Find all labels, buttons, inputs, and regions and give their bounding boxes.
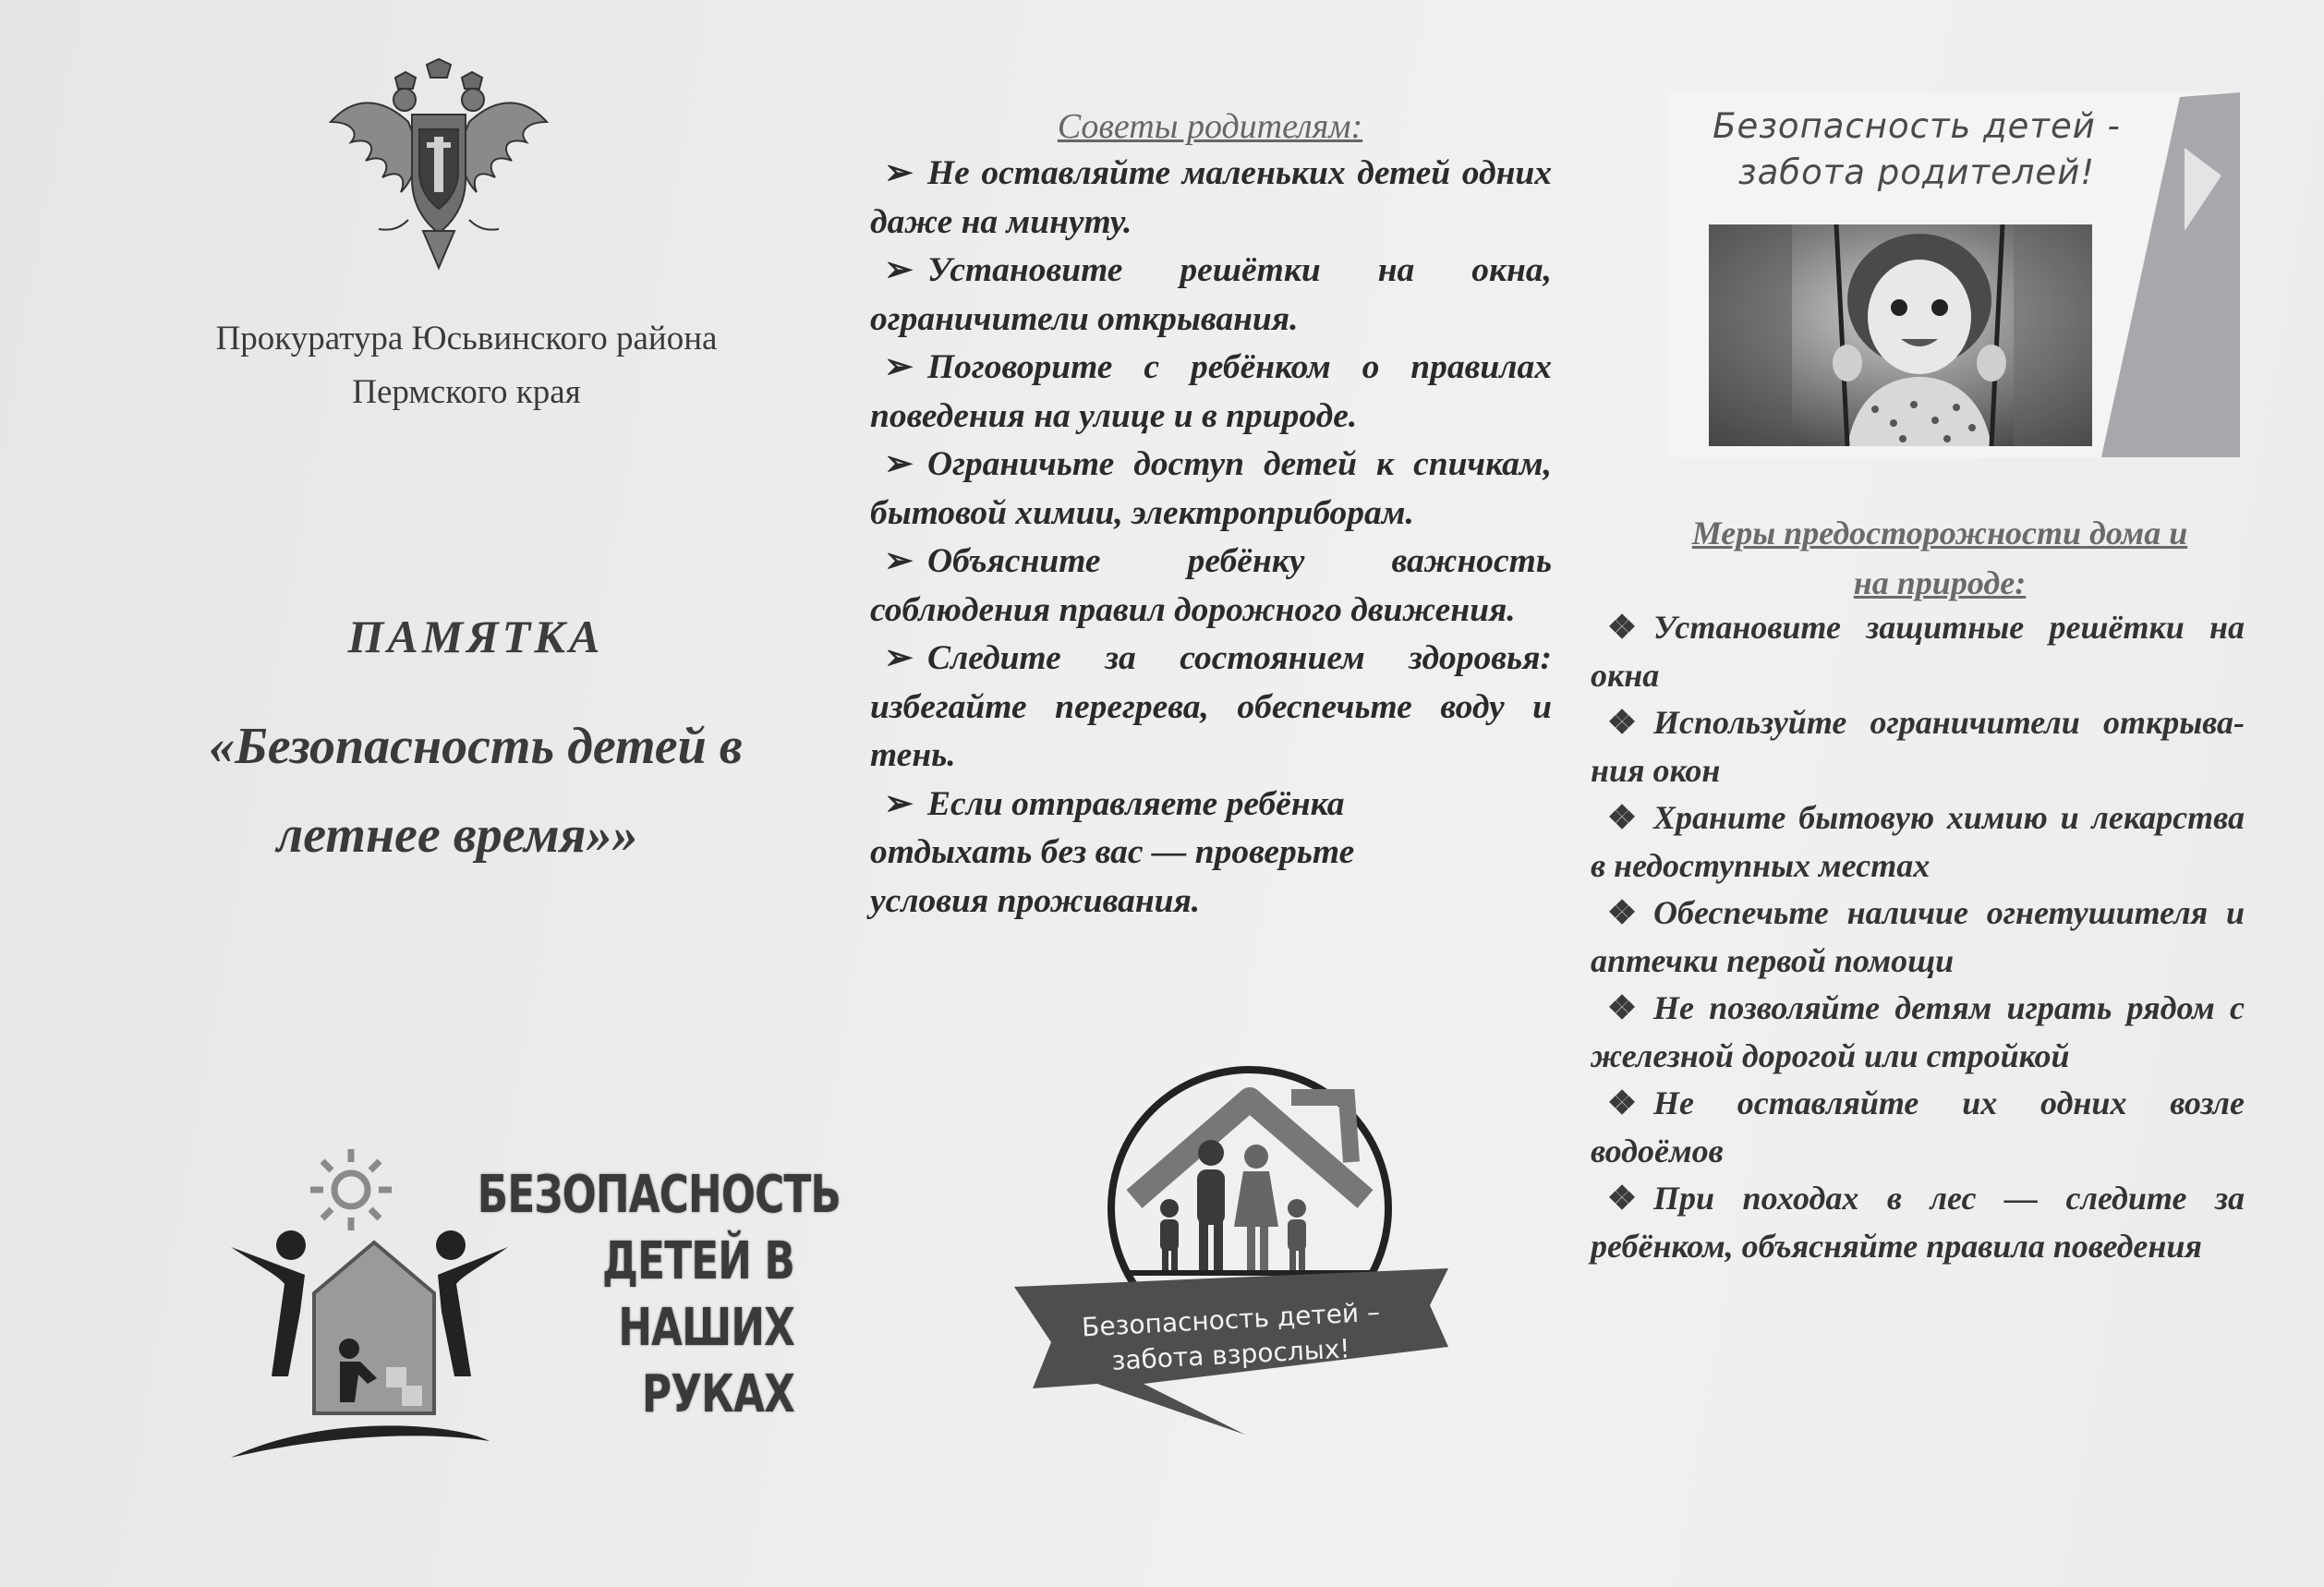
arrowhead-bullet-icon: ➢ bbox=[884, 542, 914, 580]
four-diamond-bullet-icon: ❖ bbox=[1606, 799, 1638, 836]
title-line-2: летнее время»» bbox=[276, 806, 638, 864]
four-diamond-bullet-icon: ❖ bbox=[1606, 1180, 1638, 1217]
logo-left-text bbox=[477, 1162, 841, 1428]
banner-line-1: Безопасность детей - bbox=[1713, 106, 2121, 146]
arrowhead-bullet-icon: ➢ bbox=[884, 348, 914, 386]
advice-heading: Советы родителям: bbox=[1057, 107, 1363, 146]
arrowhead-bullet-icon: ➢ bbox=[884, 251, 914, 289]
advice-item: ➢ Поговорите с ребёнком о правилах поведения на улице и в природе. bbox=[870, 344, 1552, 441]
arrowhead-bullet-icon: ➢ bbox=[884, 445, 914, 483]
logo-line-2: ДЕТЕЙ В bbox=[602, 1231, 794, 1291]
swoosh-icon bbox=[231, 1425, 490, 1458]
four-diamond-bullet-icon: ❖ bbox=[1606, 704, 1638, 741]
four-diamond-bullet-icon: ❖ bbox=[1606, 894, 1638, 931]
measure-item: ❖ Обеспечьте наличие огнетушителя и аптечки первой помощи bbox=[1591, 890, 2245, 985]
advice-item: ➢ Если отправляете ребёнка отдыхать без вас — проверьте условия проживания. bbox=[870, 781, 1447, 927]
four-diamond-bullet-icon: ❖ bbox=[1606, 609, 1638, 646]
measure-item: ❖ Храните бытовую химию и лекарства в недоступных местах bbox=[1591, 794, 2245, 890]
child-on-swing-photo bbox=[1709, 224, 2092, 446]
measure-item: ❖ При походах в лес — следите за ребёнком, объясняйте правила поведения bbox=[1591, 1175, 2245, 1270]
logo-line-4: РУКАХ bbox=[642, 1364, 794, 1424]
leaflet-type: ПАМЯТКА bbox=[347, 611, 604, 662]
four-diamond-bullet-icon: ❖ bbox=[1606, 1084, 1638, 1121]
measures-heading-line-1: Меры предосторожности дома и bbox=[1691, 515, 2188, 551]
banner-line-2: забота родителей! bbox=[1737, 152, 2096, 192]
measure-item: ❖ Не позволяйте детям играть рядом с железной дорогой или стройкой bbox=[1591, 985, 2245, 1080]
prosecutor-office-name bbox=[139, 312, 794, 419]
advice-list bbox=[870, 150, 1552, 926]
ribbon-line-1: Безопасность детей – bbox=[1081, 1296, 1381, 1343]
advice-item: ➢ Установите решётки на окна, ограничители открывания. bbox=[870, 247, 1552, 344]
measure-item: ❖ Не оставляйте их одних возле водоёмов bbox=[1591, 1080, 2245, 1175]
arrowhead-bullet-icon: ➢ bbox=[884, 784, 914, 823]
advice-item: ➢ Следите за состоянием здоровья: избегайте перегрева, обеспечьте воду и тень. bbox=[870, 635, 1552, 781]
advice-item: ➢ Не оставляйте маленьких детей одних даже на минуту. bbox=[870, 150, 1552, 247]
office-line-2: Пермского края bbox=[352, 373, 581, 411]
advice-item: ➢ Ограничьте доступ детей к спичкам, бытовой химии, электроприборам. bbox=[870, 441, 1552, 538]
banner-title bbox=[1667, 103, 2166, 196]
family-house-ribbon-logo bbox=[1014, 1060, 1448, 1439]
measure-item: ❖ Установите защитные решётки на окна bbox=[1591, 604, 2245, 699]
title-line-1: «Безопасность детей в bbox=[209, 718, 743, 775]
measures-heading bbox=[1589, 508, 2291, 608]
ribbon-line-2: забота взрослых! bbox=[1110, 1333, 1351, 1376]
sun-icon bbox=[310, 1149, 392, 1230]
measure-item: ❖ Используйте ограничители открыва-ния окон bbox=[1591, 699, 2245, 794]
logo-line-3: НАШИХ bbox=[618, 1298, 794, 1358]
arrowhead-bullet-icon: ➢ bbox=[884, 154, 914, 192]
leaflet-title bbox=[139, 702, 813, 879]
four-diamond-bullet-icon: ❖ bbox=[1606, 989, 1638, 1026]
arrowhead-bullet-icon: ➢ bbox=[884, 639, 914, 677]
advice-item: ➢ Объясните ребёнку важность соблюдения правил дорожного движения. bbox=[870, 538, 1552, 635]
double-headed-eagle-emblem-icon bbox=[323, 57, 554, 279]
measures-heading-line-2: на природе: bbox=[1853, 564, 2027, 601]
office-line-1: Прокуратура Юсьвинского района bbox=[215, 320, 718, 357]
logo-line-1: БЕЗОПАСНОСТЬ bbox=[477, 1165, 841, 1225]
measures-list bbox=[1591, 604, 2245, 1270]
